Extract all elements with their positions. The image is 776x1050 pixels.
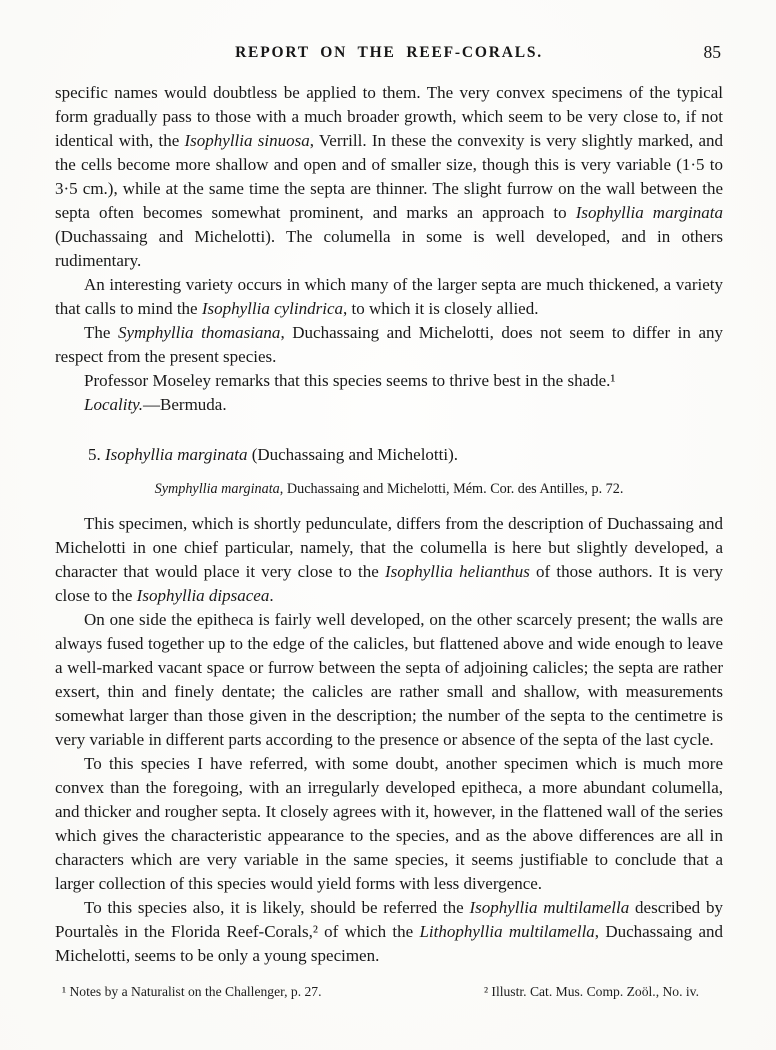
footnotes (55, 983, 723, 1003)
page-body (55, 81, 723, 1003)
running-title: REPORT ON THE REEF-CORALS. (235, 44, 543, 61)
page-number: 85 (703, 42, 721, 62)
synonym-citation: Symphyllia marginata, Duchassaing and Michelotti, Mém. Cor. des Antilles, p. 72. (154, 481, 624, 497)
paragraph: To this species also, it is likely, should be referred the Isophyllia multilamella described by Pourtalès in the Florida Reef-Corals,² of which the Lithophyllia multilamella, Duchassaing and Michelotti, seems to be only a young specimen. (55, 898, 723, 965)
paragraph: To this species I have referred, with some doubt, another specimen which is much more convex than the foregoing, with an irregularly developed epitheca, a more abundant columella, and thicker and rougher septa. It closely agrees with it, however, in the flattened wall of the series which gives the characteristic appearance to the species, and as the above differences are all in characters which are very variable in the same species, it seems justifiable to conclude that a larger collection of this species would yield forms with less divergence. (55, 754, 723, 893)
paragraph-continuation: specific names would doubtless be applied to them. The very convex specimens of the typical form gradually pass to those with a much broader growth, which seem to be very close to, if not identical with, the Isophyllia sinuosa, Verrill. In these the convexity is very slightly marked, and the cells become more shallow and open and of smaller size, though this is very variable (1·5 to 3·5 cm.), while at the same time the septa are thinner. The slight furrow on the wall between the septa often becomes somewhat prominent, and marks an approach to Isophyllia marginata (Duchassaing and Michelotti). The columella in some is well developed, and in others rudimentary. (55, 83, 724, 270)
footnote-2: ² Illustr. Cat. Mus. Comp. Zoöl., No. iv. (483, 984, 699, 999)
locality-line: Locality.—Bermuda. (84, 395, 227, 414)
running-head (55, 44, 723, 66)
footnote-1: ¹ Notes by a Naturalist on the Challenger, p. 27. (62, 984, 322, 999)
paragraph: On one side the epitheca is fairly well developed, on the other scarcely present; the walls are always fused together up to the edge of the calicles, but flattened above and wide enough to leave a well-marked vacant space or furrow between the septa of adjoining calicles; the septa are rather exsert, thin and finely dentate; the calicles are rather small and shallow, with measurements somewhat larger than those given in the description; the number of the septa to the centimetre is very variable in different parts according to the presence or absence of the septa of the last cycle. (55, 610, 723, 749)
paragraph: This specimen, which is shortly pedunculate, differs from the description of Duchassaing and Michelotti in one chief particular, namely, that the columella is here but slightly developed, a character that would place it very close to the Isophyllia helianthus of those authors. It is very close to the Isophyllia dipsacea. (55, 514, 723, 605)
paragraph: The Symphyllia thomasiana, Duchassaing and Michelotti, does not seem to differ in any respect from the present species. (55, 323, 723, 366)
paragraph: Professor Moseley remarks that this species seems to thrive best in the shade.¹ (84, 371, 616, 390)
paragraph: An interesting variety occurs in which many of the larger septa are much thickened, a variety that calls to mind the Isophyllia cylindrica, to which it is closely allied. (55, 275, 723, 318)
species-heading: 5. Isophyllia marginata (Duchassaing and Michelotti). (88, 445, 459, 464)
